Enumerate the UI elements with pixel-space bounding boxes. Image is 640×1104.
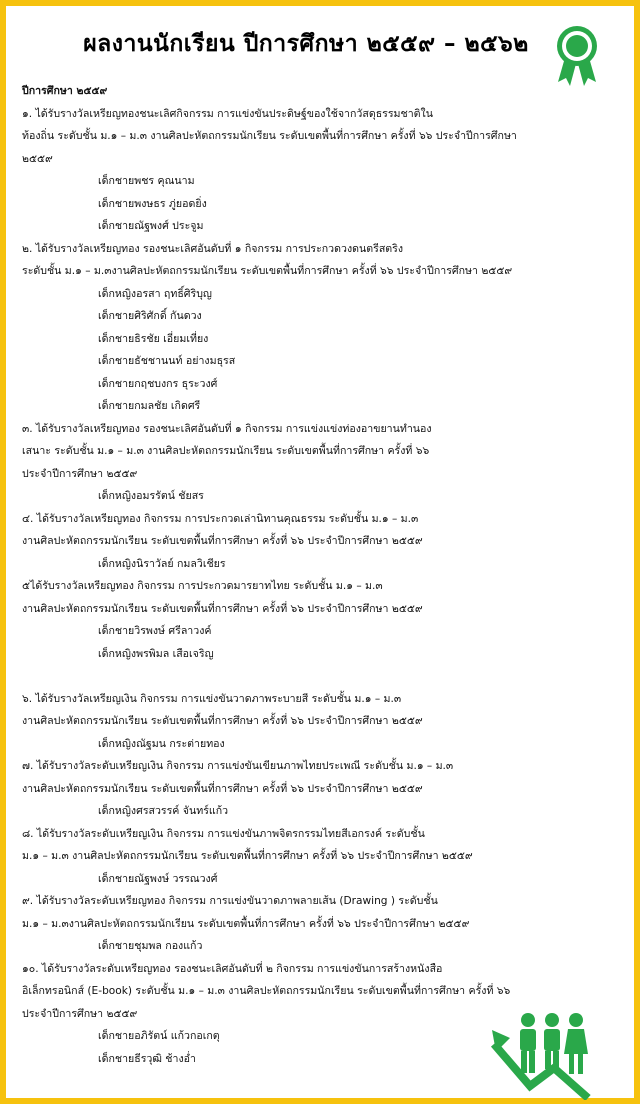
student-name: เด็กชายพงษธร ภู่ยอดยิ่ง (98, 197, 207, 210)
award-item (22, 688, 622, 756)
award-description-line: ๙. ได้รับรางวัลระดับเหรียญทอง กิจกรรม การแข่งขันวาดภาพลายเส้น (Drawing ) ระดับชั้น (22, 895, 438, 907)
student-name: เด็กหญิงอมรรัตน์ ชัยสร (98, 490, 204, 502)
award-description-line: ๑๐. ได้รับรางวัลระดับเหรียญทอง รองชนะเลิศอันดับที่ ๒ กิจกรรม การแข่งขันการสร้างหนังสือ (22, 962, 443, 975)
award-description-line: งานศิลปะหัตถกรรมนักเรียน ระดับเขตพื้นที่การศึกษา ครั้งที่ ๖๖ ประจำปีการศึกษา ๒๕๕๙ (22, 782, 423, 795)
award-item (22, 238, 622, 418)
page-title: ผลงานนักเรียน ปีการศึกษา ๒๕๕๙ – ๒๕๖๒ (83, 31, 529, 57)
student-name: เด็กชายชุมพล กองแก้ว (98, 940, 203, 952)
student-name: เด็กหญิงนิราวัลย์ กมลวิเชียร (98, 557, 226, 570)
award-description-line: ๔. ได้รับรางวัลเหรียญทอง กิจกรรม การประกวดเล่านิทานคุณธรรม ระดับชั้น ม.๑ – ม.๓ (22, 512, 419, 525)
student-name: เด็กหญิงอรสา ฤทธิ์ศิริบุญ (98, 287, 212, 300)
award-item (22, 823, 622, 891)
academic-year-heading: ปีการศึกษา ๒๕๕๙ (22, 85, 108, 97)
student-name: เด็กชายธิรชัย เอี่ยมเที่ยง (98, 332, 209, 345)
student-name: เด็กชายวิรพงษ์ ศรีลาวงค์ (98, 625, 212, 637)
student-name: เด็กชายอภิรัตน์ แก้วกอเกตุ (98, 1030, 220, 1042)
award-item (22, 418, 622, 508)
student-name: เด็กชายธัชชานนท์ อย่างมธุรส (98, 355, 236, 367)
student-name: เด็กชายกมลชัย เกิดศรี (98, 400, 201, 412)
student-name: เด็กชายศิริศักดิ์ กันดวง (98, 310, 202, 322)
award-description-line: ๕ได้รับรางวัลเหรียญทอง กิจกรรม การประกวดมารยาทไทย ระดับชั้น ม.๑ – ม.๓ (22, 580, 383, 592)
content-area (22, 80, 622, 1070)
award-description-line: ประจำปีการศึกษา ๒๕๕๙ (22, 1007, 138, 1020)
award-description-line: ระดับชั้น ม.๑ – ม.๓งานศิลปะหัตถกรรมนักเรียน ระดับเขตพื้นที่การศึกษา ครั้งที่ ๖๖ ประจำปีการศึกษา ๒๕๕๙ (22, 265, 513, 277)
awards-list (22, 103, 622, 1071)
award-description-line: อิเล็กทรอนิกส์ (E-book) ระดับชั้น ม.๑ – ม.๓ งานศิลปะหัตถกรรมนักเรียน ระดับเขตพื้นที่การศึกษา ครั้งที่ ๖๖ (22, 985, 511, 997)
award-description-line: ๑. ได้รับรางวัลเหรียญทองชนะเลิศกิจกรรม การแข่งขันประดิษฐ์ของใช้จากวัสดุธรรมชาติใน (22, 107, 433, 120)
student-name: เด็กชายณัฐพงษ์ วรรณวงศ์ (98, 872, 218, 885)
award-description-line: ๓. ได้รับรางวัลเหรียญทอง รองชนะเลิศอันดับที่ ๑ กิจกรรม การแข่งแข่งท่องอาขยานทำนอง (22, 422, 432, 435)
award-description-line: ๘. ได้รับรางวัลระดับเหรียญเงิน กิจกรรม การแข่งขันภาพจิตรกรรมไทยสีเอกรงค์ ระดับชั้น (22, 827, 425, 840)
award-item (22, 890, 622, 958)
student-name: เด็กชายณัฐพงศ์ ประจูม (98, 220, 204, 232)
student-name: เด็กชายธีรวุฒิ ช้างอ่ำ (98, 1052, 196, 1065)
award-description-line: งานศิลปะหัตถกรรมนักเรียน ระดับเขตพื้นที่การศึกษา ครั้งที่ ๖๖ ประจำปีการศึกษา ๒๕๕๙ (22, 715, 423, 727)
award-item (22, 575, 622, 665)
award-description-line: ๗. ได้รับรางวัลระดับเหรียญเงิน กิจกรรม การแข่งขันเขียนภาพไทยประเพณี ระดับชั้น ม.๑ – ม.๓ (22, 760, 454, 772)
award-description-line: เสนาะ ระดับชั้น ม.๑ – ม.๓ งานศิลปะหัตถกรรมนักเรียน ระดับเขตพื้นที่การศึกษา ครั้งที่ ๖๖ (22, 445, 430, 457)
award-description-line: ม.๑ – ม.๓ งานศิลปะหัตถกรรมนักเรียน ระดับเขตพื้นที่การศึกษา ครั้งที่ ๖๖ ประจำปีการศึกษา ๒๕๕๙ (22, 850, 473, 862)
award-description-line: ๒๕๕๙ (22, 152, 53, 165)
award-description-line: ม.๑ – ม.๓งานศิลปะหัตถกรรมนักเรียน ระดับเขตพื้นที่การศึกษา ครั้งที่ ๖๖ ประจำปีการศึกษา ๒๕๕๙ (22, 917, 470, 930)
award-item (22, 508, 622, 576)
award-description-line: งานศิลปะหัตถกรรมนักเรียน ระดับเขตพื้นที่การศึกษา ครั้งที่ ๖๖ ประจำปีการศึกษา ๒๕๕๙ (22, 535, 423, 547)
award-description-line: งานศิลปะหัตถกรรมนักเรียน ระดับเขตพื้นที่การศึกษา ครั้งที่ ๖๖ ประจำปีการศึกษา ๒๕๕๙ (22, 602, 423, 615)
student-name: เด็กหญิงศรสวรรค์ จันทร์แก้ว (98, 805, 229, 817)
award-description-line: ประจำปีการศึกษา ๒๕๕๙ (22, 467, 138, 480)
award-description-line: ๖. ได้รับรางวัลเหรียญเงิน กิจกรรม การแข่งขันวาดภาพระบายสี ระดับชั้น ม.๑ – ม.๓ (22, 692, 402, 705)
award-item (22, 103, 622, 238)
student-name: เด็กชายกฤชบงกร ธุระวงศ์ (98, 377, 218, 390)
student-name: เด็กหญิงพรพิมล เสือเจริญ (98, 647, 214, 660)
award-item (22, 755, 622, 823)
award-description-line: ๒. ได้รับรางวัลเหรียญทอง รองชนะเลิศอันดับที่ ๑ กิจกรรม การประกวดวงดนตรีสตริง (22, 242, 404, 255)
blank-line (22, 665, 622, 688)
award-description-line: ท้องถิ่น ระดับชั้น ม.๑ – ม.๓ งานศิลปะหัตถกรรมนักเรียน ระดับเขตพื้นที่การศึกษา ครั้งที่ ๖๖ ประจำปีการศึกษา (22, 130, 517, 142)
people-growth-icon (490, 1008, 608, 1100)
student-name: เด็กหญิงณัฐมน กระต่ายทอง (98, 737, 225, 750)
student-name: เด็กชายพชร คุณนาม (98, 175, 195, 187)
